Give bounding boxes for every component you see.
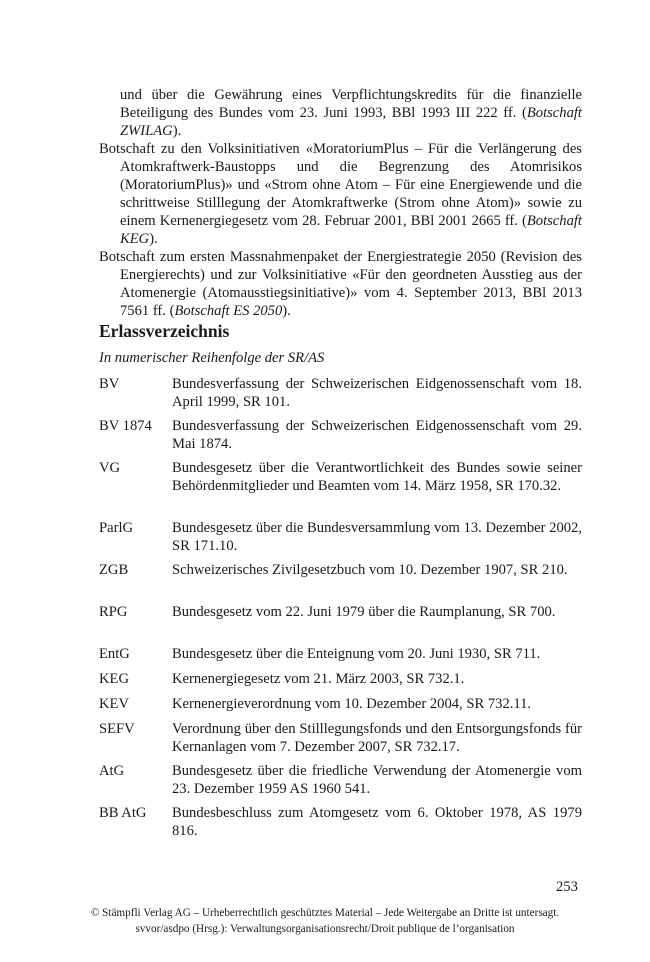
bibliography-text: Botschaft zu den Volksinitiativen «MoratoriumPlus – Für die Verlängerung des Atomkraftwerk-Baustopps und die Begrenzung des Atomrisikos (MoratoriumPlus)» und «Strom ohne Atom – Für eine Energiewende und die schrittweise Stilllegung der Atomkraftwerke (Strom ohne Atom)» sowie zu einem Kernenergiegesetz vom 28. Februar 2001, BBl 2001 2665 ff. ( (99, 141, 582, 229)
bibliography-short-title: Botschaft KEG (120, 213, 582, 247)
legislation-entry (99, 603, 582, 645)
bibliography-short-title: Botschaft ES 2050 (174, 303, 283, 319)
footer-copyright: © Stämpfli Verlag AG – Urheberrechtlich geschütztes Material – Jede Weitergabe an Dritte ist untersagt. (90, 907, 560, 919)
entry-abbreviation: ParlG (99, 520, 134, 536)
bibliography-item (99, 248, 582, 320)
bibliography-text-end: ). (172, 123, 182, 139)
entry-abbreviation: EntG (99, 646, 130, 662)
entry-description: Bundesverfassung der Schweizerischen Eidgenossenschaft vom 18. April 1999, SR 101. (172, 376, 582, 410)
bibliography-item (99, 86, 582, 140)
entry-description: Verordnung über den Stilllegungsfonds und den Entsorgungsfonds für Kernanlagen vom 7. Dezember 2007, SR 732.17. (172, 721, 582, 755)
legislation-entry (99, 645, 582, 670)
section-subtitle: In numerischer Reihenfolge der SR/AS (99, 350, 325, 366)
legislation-entry (99, 519, 582, 561)
entry-description: Bundesbeschluss zum Atomgesetz vom 6. Oktober 1978, AS 1979 816. (172, 805, 582, 839)
entry-description: Bundesverfassung der Schweizerischen Eidgenossenschaft vom 29. Mai 1874. (172, 418, 582, 452)
legislation-entry (99, 720, 582, 762)
entry-description: Bundesgesetz über die friedliche Verwendung der Atomenergie vom 23. Dezember 1959 AS 1960 541. (172, 763, 582, 797)
legislation-entry (99, 670, 582, 695)
legislation-entry (99, 695, 582, 720)
bibliography-text-end: ). (282, 303, 291, 319)
entry-description: Kernenergieverordnung vom 10. Dezember 2004, SR 732.11. (172, 696, 532, 712)
bibliography-item (99, 140, 582, 248)
entry-abbreviation: KEV (99, 696, 129, 712)
legislation-entry (99, 375, 582, 417)
legislation-entry (99, 561, 582, 603)
entry-description: Bundesgesetz vom 22. Juni 1979 über die Raumplanung, SR 700. (172, 604, 556, 620)
entry-abbreviation: BV (99, 376, 120, 392)
entry-abbreviation: VG (99, 460, 121, 476)
legislation-list (99, 375, 582, 846)
entry-description: Bundesgesetz über die Bundesversammlung vom 13. Dezember 2002, SR 171.10. (172, 520, 582, 554)
entry-abbreviation: AtG (99, 763, 125, 779)
bibliography-list (99, 86, 582, 320)
entry-description: Kernenergiegesetz vom 21. März 2003, SR 732.1. (172, 671, 465, 687)
entry-abbreviation: BV 1874 (99, 418, 152, 434)
entry-description: Bundesgesetz über die Enteignung vom 20. Juni 1930, SR 711. (172, 646, 541, 662)
entry-abbreviation: RPG (99, 604, 128, 620)
legislation-entry (99, 417, 582, 459)
bibliography-text: und über die Gewährung eines Verpflichtungskredits für die finanzielle Beteiligung des Bundes vom 23. Juni 1993, BBl 1993 III 222 ff. ( (120, 87, 582, 121)
legislation-entry (99, 459, 582, 519)
bibliography-text: Botschaft zum ersten Massnahmenpaket der Energiestrategie 2050 (Revision des Energierechts) und zur Volksinitiative «Für den geordneten Ausstieg aus der Atomenergie (Atomausstiegsinitiative)» vom 4. September 2013, BBl 2013 7561 ff. ( (99, 249, 582, 319)
entry-abbreviation: KEG (99, 671, 129, 687)
entry-description: Bundesgesetz über die Verantwortlichkeit des Bundes sowie seiner Behördenmitglieder und Beamten vom 14. März 1958, SR 170.32. (172, 460, 582, 494)
page-number: 253 (556, 879, 578, 895)
bibliography-short-title: Botschaft ZWILAG (120, 105, 582, 139)
bibliography-text-end: ). (149, 231, 158, 247)
footer-source: svvor/asdpo (Hrsg.): Verwaltungsorganisationsrecht/Droit publique de l’organisation (135, 923, 515, 935)
entry-description: Schweizerisches Zivilgesetzbuch vom 10. Dezember 1907, SR 210. (172, 562, 568, 578)
entry-abbreviation: BB AtG (99, 805, 147, 821)
section-title: Erlassverzeichnis (99, 321, 230, 341)
legislation-entry (99, 804, 582, 846)
legislation-entry (99, 762, 582, 804)
entry-abbreviation: ZGB (99, 562, 129, 578)
entry-abbreviation: SEFV (99, 721, 135, 737)
